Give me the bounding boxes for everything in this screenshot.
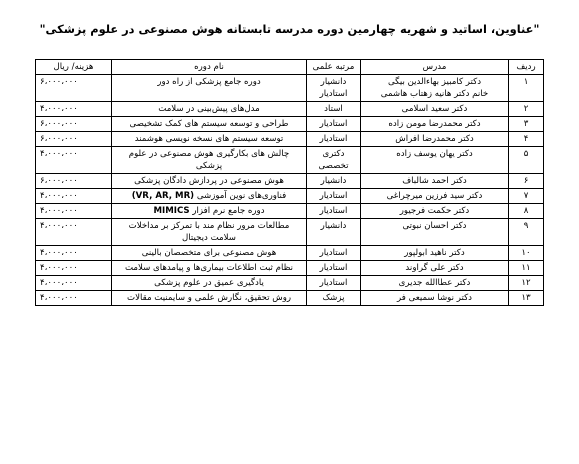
teacher-cell bbox=[361, 75, 509, 102]
teacher-cell bbox=[361, 174, 509, 189]
row-index-cell: ۵ bbox=[509, 147, 544, 174]
rank-text: استادیار bbox=[319, 89, 348, 99]
teacher-name: دکتر احسان نبوتی bbox=[402, 221, 467, 231]
course-name: مدل‌های پیش‌بینی در سلامت bbox=[158, 104, 260, 114]
rank-text: استادیار bbox=[319, 119, 348, 129]
fee-cell: ۴،۰۰۰،۰۰۰ bbox=[36, 246, 112, 261]
teacher-cell bbox=[361, 276, 509, 291]
rank-cell bbox=[307, 204, 361, 219]
fee-cell: ۶،۰۰۰،۰۰۰ bbox=[36, 132, 112, 147]
table-row bbox=[36, 204, 544, 219]
row-index-cell: ۶ bbox=[509, 174, 544, 189]
rank-text: دکتری bbox=[322, 149, 345, 159]
row-index-cell: ۱ bbox=[509, 75, 544, 102]
teacher-cell bbox=[361, 189, 509, 204]
course-name: روش تحقیق، نگارش علمی و سایمنیت مقالات bbox=[126, 293, 291, 303]
rank-cell bbox=[307, 246, 361, 261]
table-header-row bbox=[36, 60, 544, 75]
course-cell bbox=[112, 291, 307, 306]
fee-cell: ۴،۰۰۰،۰۰۰ bbox=[36, 219, 112, 246]
course-cell bbox=[112, 132, 307, 147]
course-name: طراحی و توسعه سیستم های کمک تشخیصی bbox=[129, 119, 289, 129]
teacher-name: دکتر سید فرزین میرچراغی bbox=[386, 191, 483, 201]
rank-text: تخصصی bbox=[318, 161, 349, 171]
fee-cell: ۴،۰۰۰،۰۰۰ bbox=[36, 102, 112, 117]
teacher-name: دکتر احمد شالباف bbox=[402, 176, 467, 186]
course-table bbox=[35, 59, 544, 306]
rank-text: استادیار bbox=[319, 263, 348, 273]
teacher-name: دکتر یهان یوسف زاده bbox=[396, 149, 473, 159]
table-row bbox=[36, 132, 544, 147]
teacher-name: دکتر محمدرضا افراش bbox=[395, 134, 474, 144]
teacher-name: دکتر ناهید ابولپور bbox=[404, 248, 465, 258]
header-rank: مرتبه علمی bbox=[307, 60, 361, 75]
course-cell bbox=[112, 204, 307, 219]
course-name: چالش های بکارگیری هوش مصنوعی در علوم پزشکی bbox=[128, 149, 290, 171]
header-fee: هزینه/ ریال bbox=[36, 60, 112, 75]
row-index-cell: ۱۱ bbox=[509, 261, 544, 276]
teacher-name: دکتر کامبیز بهاءالدین بیگی bbox=[387, 77, 482, 87]
teacher-cell bbox=[361, 102, 509, 117]
document-title: "عناوین، اساتید و شهریه چهارمین دوره مدرسه تابستانه هوش مصنوعی در علوم پزشکی" bbox=[39, 22, 540, 36]
course-cell bbox=[112, 75, 307, 102]
course-cell bbox=[112, 246, 307, 261]
fee-cell: ۴،۰۰۰،۰۰۰ bbox=[36, 147, 112, 174]
rank-cell bbox=[307, 276, 361, 291]
rank-text: استادیار bbox=[319, 248, 348, 258]
table-row bbox=[36, 219, 544, 246]
course-cell bbox=[112, 276, 307, 291]
course-name: نظام ثبت اطلاعات بیماری‌ها و پیامدهای سلامت bbox=[124, 263, 294, 273]
teacher-name: دکتر نوشا سمیعی فر bbox=[396, 293, 473, 303]
course-name: هوش مصنوعی برای متخصصان بالینی bbox=[141, 248, 277, 258]
course-latin-term: (VR, AR, MR) bbox=[131, 191, 195, 201]
rank-text: پزشک bbox=[322, 293, 345, 303]
rank-cell bbox=[307, 189, 361, 204]
table-row bbox=[36, 246, 544, 261]
rank-cell bbox=[307, 261, 361, 276]
course-cell bbox=[112, 102, 307, 117]
row-index-cell: ۱۲ bbox=[509, 276, 544, 291]
course-name: هوش مصنوعی در پردازش دادگان پزشکی bbox=[134, 176, 284, 186]
course-cell bbox=[112, 189, 307, 204]
course-cell bbox=[112, 174, 307, 189]
fee-cell: ۶،۰۰۰،۰۰۰ bbox=[36, 117, 112, 132]
fee-cell: ۶،۰۰۰،۰۰۰ bbox=[36, 75, 112, 102]
rank-cell bbox=[307, 75, 361, 102]
rank-text: دانشیار bbox=[320, 176, 347, 186]
teacher-cell bbox=[361, 291, 509, 306]
row-index-cell: ۲ bbox=[509, 102, 544, 117]
rank-cell bbox=[307, 102, 361, 117]
rank-text: استادیار bbox=[319, 134, 348, 144]
row-index-cell: ۳ bbox=[509, 117, 544, 132]
rank-cell bbox=[307, 219, 361, 246]
teacher-cell bbox=[361, 219, 509, 246]
rank-cell bbox=[307, 174, 361, 189]
rank-text: استاد bbox=[324, 104, 343, 114]
teacher-name: دکتر علی گراوند bbox=[405, 263, 464, 273]
table-row bbox=[36, 189, 544, 204]
fee-cell: ۴،۰۰۰،۰۰۰ bbox=[36, 204, 112, 219]
fee-cell: ۴،۰۰۰،۰۰۰ bbox=[36, 189, 112, 204]
fee-cell: ۴،۰۰۰،۰۰۰ bbox=[36, 291, 112, 306]
rank-text: استادیار bbox=[319, 206, 348, 216]
rank-text: استادیار bbox=[319, 278, 348, 288]
rank-cell bbox=[307, 291, 361, 306]
table-row bbox=[36, 174, 544, 189]
teacher-cell bbox=[361, 147, 509, 174]
course-name: مطالعات مرور نظام مند با تمرکز بر مداخلات سلامت دیجیتال bbox=[128, 221, 290, 243]
table-row bbox=[36, 75, 544, 102]
teacher-cell bbox=[361, 246, 509, 261]
row-index-cell: ۷ bbox=[509, 189, 544, 204]
teacher-cell bbox=[361, 261, 509, 276]
rank-cell bbox=[307, 147, 361, 174]
header-teacher: مدرس bbox=[361, 60, 509, 75]
course-name: دوره جامع نرم افزار bbox=[192, 206, 265, 216]
teacher-name: دکتر محمدرضا مومن زاده bbox=[388, 119, 481, 129]
row-index-cell: ۹ bbox=[509, 219, 544, 246]
fee-cell: ۴،۰۰۰،۰۰۰ bbox=[36, 276, 112, 291]
header-index: ردیف bbox=[509, 60, 544, 75]
table-row bbox=[36, 102, 544, 117]
course-name: فناوری‌های نوین آموزشی bbox=[196, 191, 287, 201]
teacher-cell bbox=[361, 204, 509, 219]
teacher-name: دکتر سعید اسلامی bbox=[401, 104, 468, 114]
table-row bbox=[36, 291, 544, 306]
fee-cell: ۶،۰۰۰،۰۰۰ bbox=[36, 174, 112, 189]
teacher-cell bbox=[361, 117, 509, 132]
course-name: توسعه سیستم های نسخه نویسی هوشمند bbox=[134, 134, 284, 144]
course-table-body bbox=[36, 60, 544, 306]
course-name: دوره جامع پزشکی از راه دور bbox=[157, 77, 261, 87]
teacher-cell bbox=[361, 132, 509, 147]
row-index-cell: ۱۰ bbox=[509, 246, 544, 261]
teacher-name: دکتر حکمت فرجیور bbox=[399, 206, 470, 216]
teacher-name: خانم دکتر هانیه زهتاب هاشمی bbox=[380, 89, 489, 99]
fee-cell: ۴،۰۰۰،۰۰۰ bbox=[36, 261, 112, 276]
table-row bbox=[36, 261, 544, 276]
row-index-cell: ۱۳ bbox=[509, 291, 544, 306]
course-name: یادگیری عمیق در علوم پزشکی bbox=[154, 278, 264, 288]
course-latin-term: MIMICS bbox=[153, 206, 190, 216]
table-row bbox=[36, 117, 544, 132]
header-course: نام دوره bbox=[112, 60, 307, 75]
teacher-name: دکتر عطاالله جدیری bbox=[398, 278, 471, 288]
table-row bbox=[36, 276, 544, 291]
course-cell bbox=[112, 219, 307, 246]
row-index-cell: ۴ bbox=[509, 132, 544, 147]
table-row bbox=[36, 147, 544, 174]
rank-text: استادیار bbox=[319, 191, 348, 201]
rank-text: دانشیار bbox=[320, 77, 347, 87]
rank-cell bbox=[307, 132, 361, 147]
rank-text: دانشیار bbox=[320, 221, 347, 231]
rank-cell bbox=[307, 117, 361, 132]
course-cell bbox=[112, 261, 307, 276]
row-index-cell: ۸ bbox=[509, 204, 544, 219]
course-cell bbox=[112, 117, 307, 132]
course-cell bbox=[112, 147, 307, 174]
